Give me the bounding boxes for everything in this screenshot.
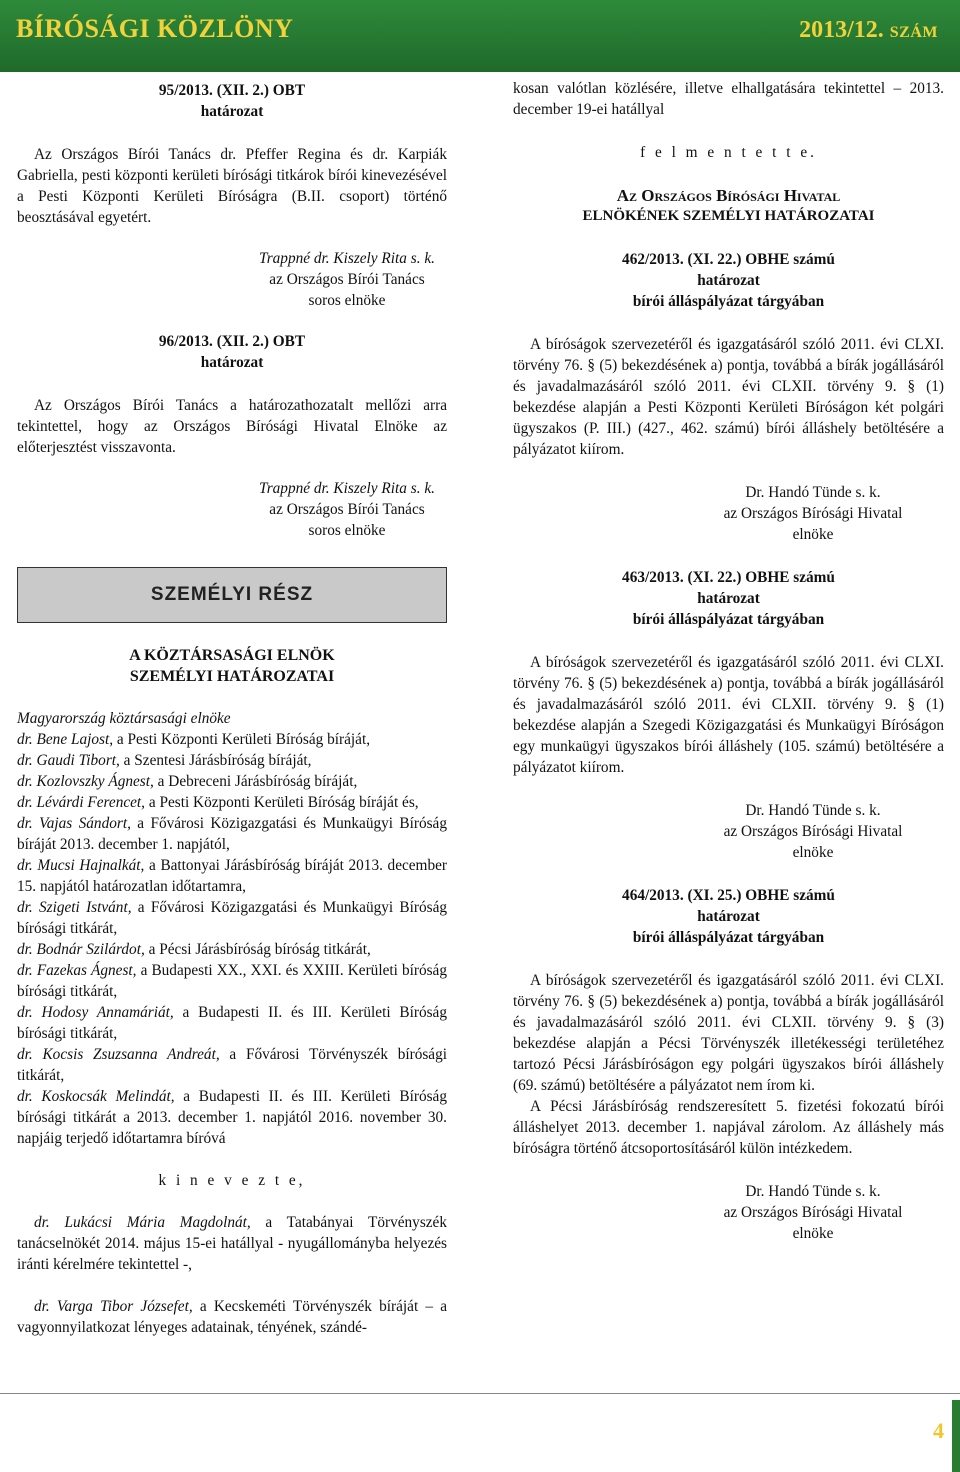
appointment-entry xyxy=(17,1086,447,1149)
appointment-text: a Budapesti II. és III. Kerületi Bíróság bírósági titkárát, xyxy=(17,1004,447,1042)
appointment-entry xyxy=(17,855,447,897)
signature-463 xyxy=(513,800,944,863)
decision-462-title: 462/2013. (XI. 22.) OBHE számú xyxy=(622,251,835,268)
appointment-entry xyxy=(17,1002,447,1044)
decision-464-title: 464/2013. (XI. 25.) OBHE számú xyxy=(622,887,835,904)
obh-subheading: ELNÖKÉNEK SZEMÉLYI HATÁROZATAI xyxy=(582,208,875,224)
appointment-entry xyxy=(17,771,447,792)
obh-heading: Az Országos Bírósági Hivatal xyxy=(616,186,841,205)
decision-96-text: Az Országos Bírói Tanács a határozathozatalt mellőzi arra tekintettel, hogy az Országos Bírósági Hivatal Elnöke az előterjesztést visszavonta. xyxy=(17,397,447,456)
appointment-text: a Pesti Központi Kerületi Bíróság bíráját és, xyxy=(145,794,419,811)
decision-462-type: határozat xyxy=(697,272,760,289)
president-subheading: SZEMÉLYI HATÁROZATAI xyxy=(129,668,335,685)
signature-2-role2: soros elnöke xyxy=(308,522,386,539)
decision-463-text: A bíróságok szervezetéről és igazgatásáról szóló 2011. évi CLXI. törvény 76. § (5) bekezdésének a) pontja, továbbá a bírák jogállásáról és javadalmazásáról szóló 2011. évi CLXII. törvény 9. § (1) bekezdése alapján a Szegedi Közigazgatási és Munkaügyi Bíróságon egy munkaügyi ügyszakos bírói álláshely (105. számú) betöltésére a pályázatot kiírom. xyxy=(513,654,944,776)
dismissal-text: a Kecskeméti Törvényszék bíráját – a vagyonnyilatkozat lényeges adatainak, tényének, szándé- xyxy=(17,1298,447,1336)
issue-label: SZÁM xyxy=(889,24,938,41)
signature-462-role: az Országos Bírósági Hivatal xyxy=(723,505,903,522)
appointee-name: dr. Bene Lajost, xyxy=(17,731,114,748)
signature-462-role2: elnöke xyxy=(792,526,834,543)
decision-463-title: 463/2013. (XI. 22.) OBHE számú xyxy=(622,569,835,586)
left-column xyxy=(17,78,447,1338)
decision-95-type: határozat xyxy=(200,103,264,120)
president-heading: A KÖZTÁRSASÁGI ELNÖK xyxy=(129,647,335,664)
appointment-text: a Budapesti XX., XXI. és XXIII. Kerületi bíróság bírósági titkárát, xyxy=(17,962,447,1000)
decision-96-title: 96/2013. (XII. 2.) OBT xyxy=(158,333,306,350)
page-number: 4 xyxy=(933,1418,944,1443)
issue-year: 2013/12. xyxy=(799,17,884,43)
footer-accent-bar xyxy=(952,1400,960,1472)
appoints-verb: k i n e v e z t e, xyxy=(158,1172,306,1189)
decision-464-text: A bíróságok szervezetéről és igazgatásáról szóló 2011. évi CLXI. törvény 76. § (5) bekezdésének a) pontja, továbbá a bírák jogállásáról és javadalmazásáról szóló 2011. évi CLXII. törvény 9. § (3) bekezdése alapján a Pécsi Törvényszék illetékességi területéhez tartozó Pécsi Járásbíróságon egy polgári ügyszakos bírói álláshely (69. számú) betöltésére a pályázatot nem írom ki. xyxy=(513,972,944,1094)
decision-462-text: A bíróságok szervezetéről és igazgatásáról szóló 2011. évi CLXI. törvény 76. § (5) bekezdésének a) pontja, továbbá a bírák jogállásáról és javadalmazásáról szóló 2011. évi CLXII. törvény 9. § (1) bekezdése alapján a Pesti Központi Kerületi Bíróságon két polgári ügyszakos (P. III.) (427., 462. számú) bírói álláshely betöltésére a pályázatot kiírom. xyxy=(513,336,944,458)
signature-1-role2: soros elnöke xyxy=(308,292,386,309)
signature-464-role: az Országos Bírósági Hivatal xyxy=(723,1204,903,1221)
appointment-entry xyxy=(17,897,447,939)
appointment-text: a Pesti Központi Kerületi Bíróság bíráját, xyxy=(113,731,371,748)
appointment-entry xyxy=(17,939,447,960)
appointment-entry xyxy=(17,813,447,855)
retirement-text: a Tatabányai Törvényszék tanácselnökét 2014. május 15-ei hatállyal - nyugállományba helyezés iránti kérelmére tekintettel -, xyxy=(17,1214,447,1273)
appointee-name: dr. Kocsis Zsuzsanna Andreát, xyxy=(17,1046,220,1063)
appointment-text: a Budapesti II. és III. Kerületi Bíróság bírósági titkárát a 2013. december 1. napjától 2016. november 30. napjáig terjedő időtartamra bíróvá xyxy=(17,1088,447,1147)
signature-463-role2: elnöke xyxy=(792,844,834,861)
dismissal-entry xyxy=(17,1296,447,1338)
dismissal-name: dr. Varga Tibor Józsefet, xyxy=(34,1298,193,1315)
decision-463-subject: bírói álláspályázat tárgyában xyxy=(632,611,825,628)
appointment-text: a Fővárosi Közigazgatási és Munkaügyi Bíróság bírósági titkárát, xyxy=(17,899,448,937)
appointment-entry xyxy=(17,750,447,771)
section-heading-box: SZEMÉLYI RÉSZ xyxy=(17,567,447,623)
decision-95-title: 95/2013. (XII. 2.) OBT xyxy=(158,82,306,99)
appointee-name: dr. Hodosy Annamáriát, xyxy=(17,1004,174,1021)
page-header xyxy=(0,0,960,72)
signature-464 xyxy=(513,1181,944,1244)
appointee-name: dr. Mucsi Hajnalkát, xyxy=(17,857,145,874)
signature-1 xyxy=(17,248,447,311)
signature-463-role: az Országos Bírósági Hivatal xyxy=(723,823,903,840)
decision-464-subject: bírói álláspályázat tárgyában xyxy=(632,929,825,946)
signature-464-role2: elnöke xyxy=(792,1225,834,1242)
appointment-text: a Fővárosi Közigazgatási és Munkaügyi Bíróság bíráját 2013. december 1. napjától, xyxy=(17,815,447,853)
appointment-text: a Pécsi Járásbíróság bíróság titkárát, xyxy=(144,941,371,958)
appointee-name: dr. Bodnár Szilárdot, xyxy=(17,941,145,958)
appointment-list xyxy=(17,729,447,1149)
decision-96-type: határozat xyxy=(200,354,264,371)
decision-95-text: Az Országos Bírói Tanács dr. Pfeffer Regina és dr. Karpiák Gabriella, pesti központi kerületi bírósági titkárok bírói kinevezésével a Pesti Központi Kerületi Bíróságra (B.II. csoport) történő beosztásával egyetért. xyxy=(17,146,447,226)
decision-464-type: határozat xyxy=(697,908,760,925)
decision-462-subject: bírói álláspályázat tárgyában xyxy=(632,293,825,310)
dismisses-verb: f e l m e n t e t t e. xyxy=(640,144,817,161)
appointee-name: dr. Szigeti Istvánt, xyxy=(17,899,132,916)
appointment-entry xyxy=(17,1044,447,1086)
retirement-name: dr. Lukácsi Mária Magdolnát, xyxy=(34,1214,251,1231)
signature-1-name: Trappné dr. Kiszely Rita s. k. xyxy=(259,250,435,267)
signature-462-name: Dr. Handó Tünde s. k. xyxy=(745,484,881,501)
dismissal-continuation: kosan valótlan közlésére, illetve elhallgatására tekintettel – 2013. december 19-ei hatállyal xyxy=(513,80,944,118)
president-label: Magyarország köztársasági elnöke xyxy=(17,710,231,727)
appointee-name: dr. Koskocsák Melindát, xyxy=(17,1088,175,1105)
decision-463-type: határozat xyxy=(697,590,760,607)
appointee-name: dr. Vajas Sándort, xyxy=(17,815,131,832)
signature-462 xyxy=(513,482,944,545)
appointee-name: dr. Kozlovszky Ágnest, xyxy=(17,773,154,790)
appointment-entry xyxy=(17,729,447,750)
journal-title: BÍRÓSÁGI KÖZLÖNY xyxy=(16,14,294,43)
retirement-entry xyxy=(17,1212,447,1275)
signature-464-name: Dr. Handó Tünde s. k. xyxy=(745,1183,881,1200)
appointment-text: a Battonyai Járásbíróság bíráját 2013. december 15. napjától határozatlan időtartamra, xyxy=(17,857,447,895)
appointment-entry xyxy=(17,960,447,1002)
issue-number xyxy=(799,17,938,43)
appointee-name: dr. Fazekas Ágnest, xyxy=(17,962,137,979)
decision-464-text-2: A Pécsi Járásbíróság rendszeresített 5. fizetési fokozatú bírói álláshelyet 2013. december 1. napjával zárolom. Az álláshely más bíróságra történő átcsoportosításáról külön intézkedem. xyxy=(513,1098,944,1157)
right-column xyxy=(513,78,944,1244)
appointee-name: dr. Lévárdi Ferencet, xyxy=(17,794,146,811)
appointment-text: a Debreceni Járásbíróság bíráját, xyxy=(153,773,358,790)
signature-2-role: az Országos Bírói Tanács xyxy=(269,501,425,518)
signature-2-name: Trappné dr. Kiszely Rita s. k. xyxy=(259,480,435,497)
appointee-name: dr. Gaudi Tibort, xyxy=(17,752,120,769)
appointment-text: a Fővárosi Törvényszék bírósági titkárát, xyxy=(17,1046,447,1084)
signature-2 xyxy=(17,478,447,541)
signature-1-role: az Országos Bírói Tanács xyxy=(269,271,425,288)
appointment-text: a Szentesi Járásbíróság bíráját, xyxy=(119,752,312,769)
appointment-entry xyxy=(17,792,447,813)
signature-463-name: Dr. Handó Tünde s. k. xyxy=(745,802,881,819)
footer-divider xyxy=(0,1393,960,1394)
